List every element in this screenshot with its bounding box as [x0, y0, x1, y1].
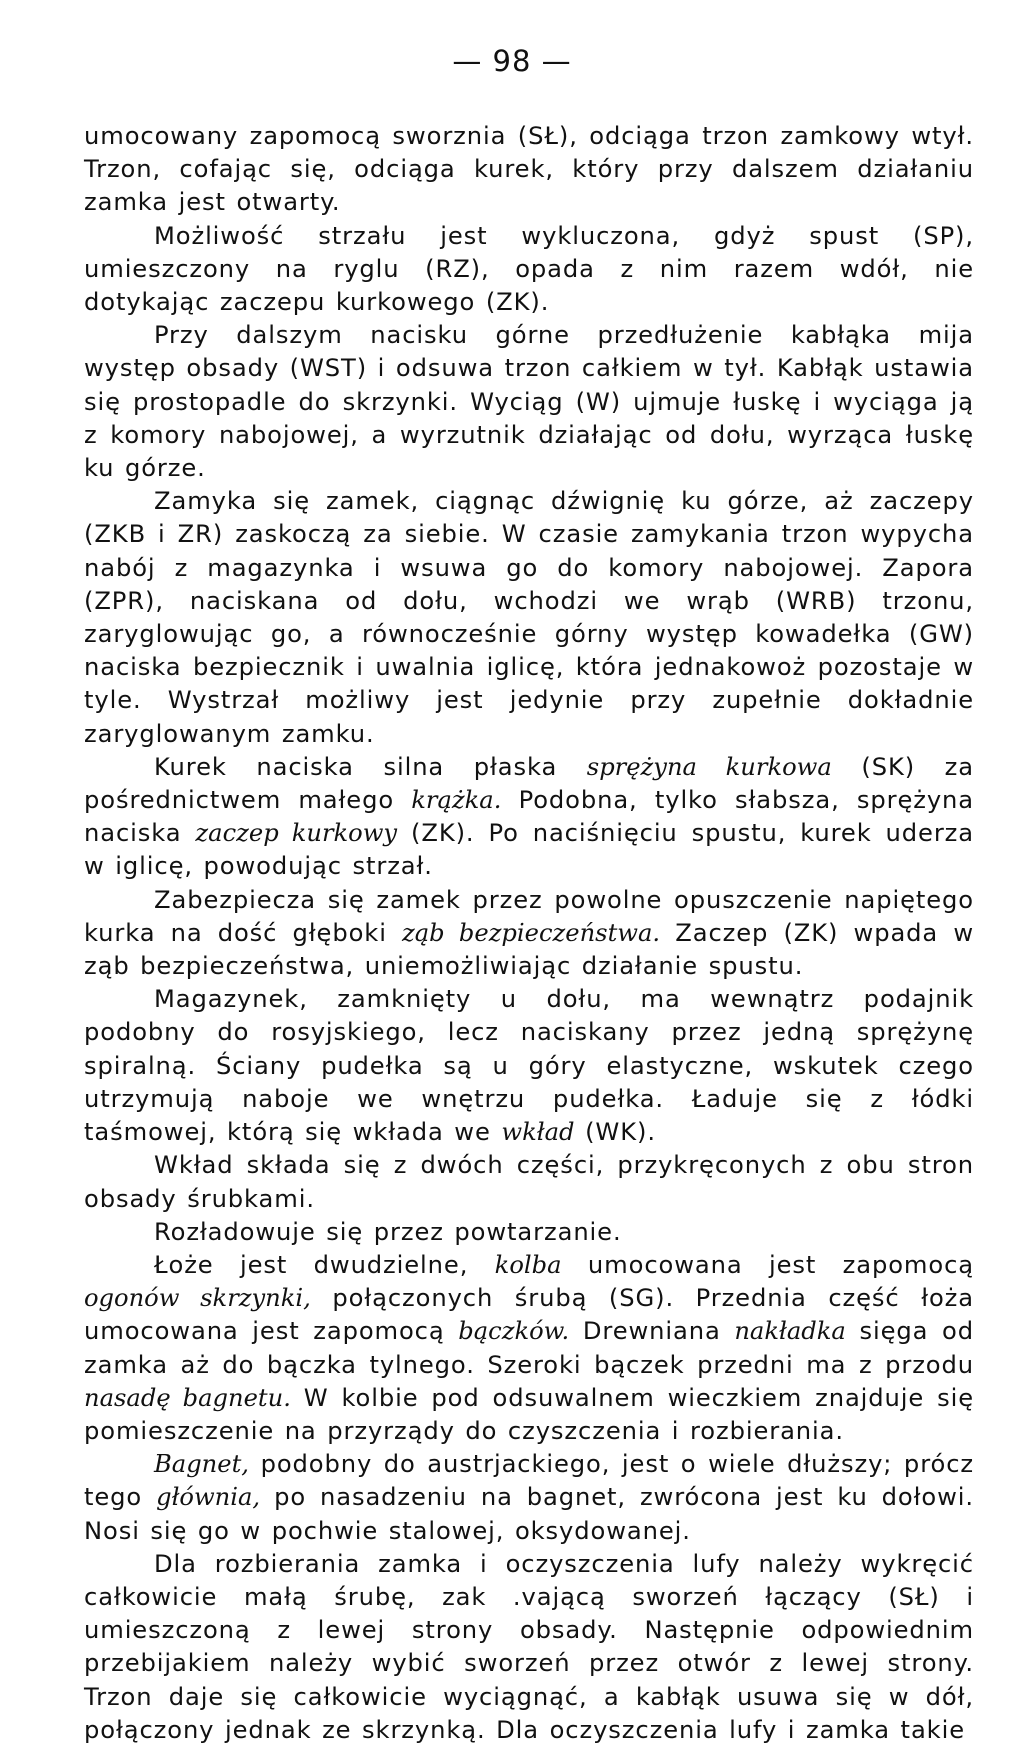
emphasized-term: zaczep kurkowy — [195, 819, 398, 848]
text-run: Zaczep (ZK) wpada w ząb bezpieczeństwa, uniemożliwiając działanie spustu. — [84, 918, 975, 981]
emphasized-term: wkład — [501, 1118, 575, 1147]
text-run: Łoże jest dwudzielne, — [154, 1250, 495, 1279]
paragraph — [84, 120, 974, 220]
body-text — [84, 120, 974, 1747]
text-run: podobny do austrjackiego, jest o wiele dłuższy; prócz tego — [84, 1450, 974, 1512]
paragraph — [84, 1249, 974, 1448]
text-run: Zabezpiecza się zamek przez powolne opuszczenie napiętego kurka na dość głęboki — [84, 885, 974, 947]
emphasized-term: ogonów skrzynki, — [84, 1284, 311, 1313]
text-run: Magazynek, zamknięty u dołu, ma wewnątrz podajnik podobny do rosyjskiego, lecz naciskany przez jedną sprężynę spiralną. Ściany pudełka są u góry elastyczne, wskutek czego utrzymują naboje we wnętrzu pudełka. Ładuje się z łódki taśmowej, którą się wkłada we — [84, 985, 974, 1147]
paragraph — [84, 220, 974, 320]
text-run: sięga od zamka aż do bączka tylnego. Szeroki bączek przedni ma z przodu — [84, 1317, 974, 1379]
paragraph — [84, 485, 974, 751]
text-run: Możliwość strzału jest wykluczona, gdyż spust (SP), umieszczony na ryglu (RZ), opada z nim razem wdół, nie dotykając zaczepu kurkowego (ZK). — [84, 221, 974, 317]
emphasized-term: kolba — [494, 1250, 562, 1279]
emphasized-term: nakładka — [734, 1317, 846, 1346]
emphasized-term: Bagnet, — [154, 1450, 249, 1479]
text-run: umocowana jest zapomocą — [561, 1250, 974, 1279]
emphasized-term: krążka. — [411, 786, 502, 815]
text-run: umocowany zapomocą sworznia (SŁ), odciąga trzon zamkowy wtył. Trzon, cofając się, odciąga kurek, który przy dalszem działaniu zamka jest otwarty. — [84, 122, 974, 217]
emphasized-term: głównia, — [156, 1483, 261, 1512]
paragraph — [84, 1149, 974, 1215]
paragraph — [84, 751, 974, 884]
text-run: Kurek naciska silna płaska — [154, 752, 587, 781]
emphasized-term: ząb bezpieczeństwa. — [401, 918, 661, 947]
text-run: Zamyka się zamek, ciągnąc dźwignię ku górze, aż zaczepy (ZKB i ZR) zaskoczą za siebie. W czasie zamykania trzon wypycha nabój z magazynka i wsuwa go do komory nabojowej. Zapora (ZPR), naciskana od dołu, wchodzi we wrąb (WRB) trzonu, zaryglowując go, a równocześnie górny występ kowadełka (GW) naciska bezpiecznik i uwalnia iglicę, która jednakowoż pozostaje w tyle. Wystrzał możliwy jest jedynie przy zupełnie dokładnie zaryglowanym zamku. — [84, 487, 974, 748]
page-number: — 98 — — [452, 44, 572, 78]
text-run: Drewniana — [569, 1317, 735, 1346]
paragraph — [84, 1548, 974, 1747]
text-run: Wkład składa się z dwóch części, przykręconych z obu stron obsady śrubkami. — [84, 1151, 974, 1213]
text-run: (ZK). Po naciśnięciu spustu, kurek uderza w iglicę, powodując strzał. — [84, 819, 974, 881]
text-run: po nasadzeniu na bagnet, zwrócona jest ku dołowi. Nosi się go w pochwie stalowej, oksydowanej. — [84, 1483, 974, 1545]
text-run: (SK) za pośrednictwem małego — [84, 752, 974, 815]
text-run: Podobna, tylko słabsza, sprężyna naciska — [84, 786, 974, 848]
text-run: Dla rozbierania zamka i oczyszczenia lufy należy wykręcić całkowicie małą śrubę, zak .vającą sworzeń łączący (SŁ) i umieszczoną z lewej strony obsady. Następnie odpowiednim przebijakiem należy wybić sworzeń przez otwór z lewej strony. Trzon daje się całkowicie wyciągnąć, a kabłąk usuwa się w dół, połączony jednak ze skrzynką. Dla oczyszczenia lufy i zamka takie — [84, 1549, 974, 1744]
paragraph — [84, 1216, 974, 1249]
paragraph — [84, 1448, 974, 1548]
emphasized-term: nasadę bagnetu. — [84, 1383, 291, 1412]
emphasized-term: bączków. — [458, 1317, 570, 1346]
paragraph — [84, 319, 974, 485]
emphasized-term: sprężyna kurkowa — [586, 752, 832, 781]
text-run: połączonych śrubą (SG). Przednia część łoża umocowana jest zapomocą — [84, 1284, 974, 1346]
paragraph — [84, 884, 974, 984]
text-run: W kolbie pod odsuwalnem wieczkiem znajduje się pomieszczenie na przyrządy do czyszczenia i rozbierania. — [84, 1383, 974, 1445]
text-run: (WK). — [574, 1118, 656, 1147]
text-run: Przy dalszym nacisku górne przedłużenie kabłąka mija występ obsady (WST) i odsuwa trzon całkiem w tył. Kabłąk ustawia się prostopadle do skrzynki. Wyciąg (W) ujmuje łuskę i wyciąga ją z komory nabojowej, a wyrzutnik działając od dołu, wyrząca łuskę ku górze. — [84, 321, 974, 483]
text-run: Rozładowuje się przez powtarzanie. — [154, 1217, 622, 1246]
paragraph — [84, 983, 974, 1149]
